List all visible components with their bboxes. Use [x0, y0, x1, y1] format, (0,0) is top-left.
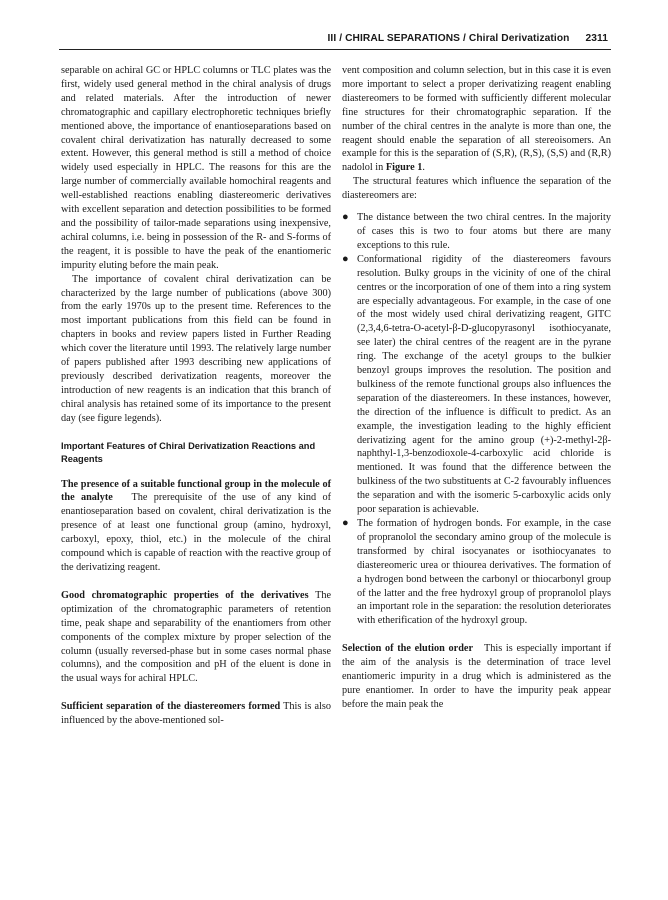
right-column: [342, 64, 611, 712]
bullet-icon: ●: [342, 517, 349, 529]
run-in-heading-chromatographic: Good chromatographic properties of the derivatives: [61, 589, 309, 601]
left-paragraph-4: [61, 589, 331, 686]
list-item: [342, 211, 611, 253]
left-paragraph-3: [61, 478, 331, 575]
running-header-title: III / CHIRAL SEPARATIONS / Chiral Derivatization: [327, 33, 570, 44]
run-in-heading-separation: Sufficient separation of the diastereomers formed: [61, 701, 281, 713]
right-paragraph-3: [342, 642, 611, 712]
list-item-text: The formation of hydrogen bonds. For example, in the case of propranolol the secondary amino group of the molecule is transformed by chiral isocyanates or isothiocyanates to diastereomeric urea or thiourea derivatives. The formation of a hydrogen bond between the carbonyl or thiocarbonyl group of the latter and the free hydroxyl group of propranolol plays an important role in the separation: the resolution deteriorates with etherification of the hydroxyl group.: [357, 518, 611, 627]
list-item-text: The distance between the two chiral centres. In the majority of cases this is two to four atoms but there are many exceptions to this rule.: [357, 212, 611, 251]
left-paragraph-5-body: This is also influenced by the above-mentioned sol-: [61, 701, 331, 727]
right-paragraph-1-end: .: [422, 162, 425, 174]
page-number: 2311: [585, 33, 608, 44]
header-rule: [59, 49, 611, 50]
run-in-heading-elution-order: Selection of the elution order: [342, 643, 474, 655]
left-paragraph-4-body: The optimization of the chromatographic parameters of retention time, peak shape and separability of the enantiomers from other components of the complex mixture by proper selection of the column (usually reversed-phase but in some cases normal phase columns), and the composition and pH of the eluent is done in the usual ways for achiral HPLC.: [61, 589, 331, 685]
right-paragraph-3-body: This is especially important if the aim of the analysis is the determination of trace level enantiomeric impurity in a drug which is administered as the pure enantiomer. In order to have the impurity peak appear before the main peak the: [342, 643, 611, 710]
list-item: [342, 517, 611, 628]
left-paragraph-1: separable on achiral GC or HPLC columns or TLC plates was the first, widely used general method in the chiral analysis of drugs and related materials. After the introduction of newer chromatographic and capillary electrophoretic techniques briefly mentioned above, the importance of enantioseparations based on covalent chiral derivatization has naturally decreased to some extent. However, this general method is still a method of choice widely used especially in HPLC. The reasons for this are the large number of commercially available homochiral reagents and well-established reactions enabling diastereomeric derivatives with excellent separation and detection possibilities to be formed and the possibility of tailor-made separations using inexpensive, achiral columns, i.e. being in possession of the R- and S-forms of the reagent, it is possible to have the peak of the enantiomeric impurity eluting before the main peak.: [61, 65, 331, 271]
structural-features-list: [342, 211, 611, 628]
left-paragraph-3-body: The prerequisite of the use of any kind of enantioseparation based on covalent, chiral derivatization is the presence of at least one functional group (amino, hydroxyl, carboxyl, epoxy, thiol, etc.) in the molecule of the chiral compound which is capable of reaction with the reactive group of the derivatizing reagent.: [61, 492, 331, 573]
run-in-heading-functional-group: The presence of a suitable functional group in the molecule of the analyte: [61, 478, 331, 504]
right-paragraph-1-body: vent composition and column selection, but in this case it is even more important to select a proper derivatizing reagent enabling diastereomers to be formed with sufficiently different molecular fine structures for their chromatographic separation. If the number of the chiral centres in the analyte is more than one, the reagent should enable the separation of all stereoisomers. An example for this is the separation of (S,R), (R,S), (S,S) and (R,R) nadolol in: [342, 65, 611, 174]
left-paragraph-2: The importance of covalent chiral derivatization can be characterized by the large number of publications (above 300) from the early 1970s up to the present time. References to the most important publications from this field can be found in chapters in books and review papers listed in Further Reading which cover the literature until 1993. The relatively large number of papers published after 1993 describing new applications of previously described derivatization reagents, moreover the introduction of new reagents is an indication that this branch of chiral analysis has retained some of its importance to the present day (see figure legends).: [61, 273, 331, 424]
list-item: [342, 253, 611, 517]
bullet-icon: ●: [342, 211, 349, 224]
right-paragraph-2: The structural features which influence the separation of the diastereomers are:: [342, 176, 611, 202]
right-paragraph-1: [342, 64, 611, 175]
bullet-icon: ●: [342, 252, 349, 265]
section-heading: Important Features of Chiral Derivatization Reactions and Reagents: [61, 440, 316, 465]
running-header: [0, 33, 608, 44]
left-column: [61, 64, 331, 728]
left-paragraph-5: [61, 700, 331, 728]
figure-reference: Figure 1: [385, 162, 423, 174]
list-item-text: Conformational rigidity of the diastereomers favours resolution. Bulky groups in the vicinity of one of the chiral centres or the incorporation of one of them into a ring system are especially advantageous. For example, in the case of one of the most widely used chiral derivatizing reagent, GITC (2,3,4,6-tetra-O-acetyl-β-D-glucopyrasonyl isothiocyanate, see later) the chiral centres of the reagent are in the pyrane ring. The exchange of the acetyl groups to the bulkier benzoyl groups improves the resolution. The position and bulkiness of the remote functional groups also influences the separation of the diastereomers. In these instances, however, the direction of the influence is difficult to predict. As an example, the investigation leading to the highly efficient derivatizing agent for the amino group (+)-2-methyl-2β-naphthyl-1,3-benzodioxole-4-carboxylic acid chloride is mentioned. It was found that the difference between the bulkiness of the two substituents at C-2 favourably influences the separation and with the isomeric 5-carboxylic acids only poor separation is achievable.: [357, 253, 611, 516]
